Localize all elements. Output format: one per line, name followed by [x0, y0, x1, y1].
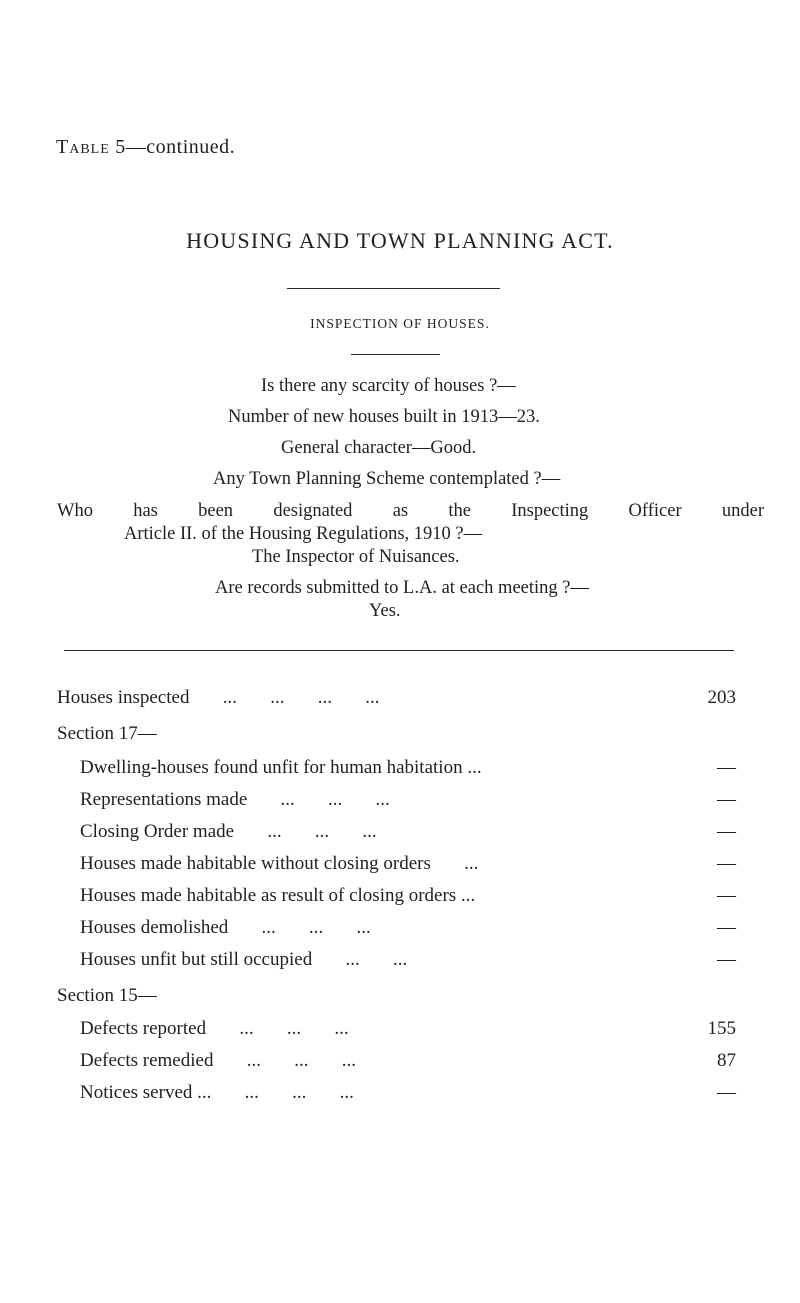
row-defects-reported-label: Defects reported ... ... ... [80, 1018, 349, 1039]
row-defects-remedied-value: 87 [717, 1050, 736, 1071]
table-caption-suffix: 5—continued. [109, 136, 236, 158]
row-notices-served-label: Notices served ... ... ... ... [80, 1082, 354, 1103]
section-17-heading: Section 17— [57, 723, 157, 744]
row-habitable-without-value: — [717, 853, 736, 874]
row-representations-value: — [717, 789, 736, 810]
row-representations-label: Representations made ... ... ... [80, 789, 390, 810]
answer-new-houses: Number of new houses built in 1913—23. [228, 407, 540, 427]
row-defects-reported-value: 155 [707, 1018, 736, 1039]
question-town-planning: Any Town Planning Scheme contemplated ?— [213, 469, 561, 489]
page-title: HOUSING AND TOWN PLANNING ACT. [186, 228, 614, 253]
row-demolished-label: Houses demolished ... ... ... [80, 917, 371, 938]
row-habitable-without-label: Houses made habitable without closing orders ... [80, 853, 479, 874]
answer-inspector: The Inspector of Nuisances. [252, 547, 460, 567]
section-divider [64, 650, 734, 651]
title-divider [287, 288, 500, 289]
row-demolished-value: — [717, 917, 736, 938]
subtitle-divider [351, 354, 440, 355]
row-habitable-result-value: — [717, 885, 736, 906]
question-records: Are records submitted to L.A. at each meeting ?— [215, 578, 589, 598]
row-dwelling-unfit-label: Dwelling-houses found unfit for human habitation ... [80, 757, 482, 778]
section-subtitle: INSPECTION OF HOUSES. [310, 316, 490, 331]
question-scarcity: Is there any scarcity of houses ?— [261, 376, 516, 396]
row-unfit-occupied-value: — [717, 949, 736, 970]
row-habitable-result-label: Houses made habitable as result of closing orders ... [80, 885, 476, 906]
question-inspecting-officer: Who has been designated as the Inspecting Officer under [57, 501, 764, 521]
table-word: Table [56, 136, 110, 158]
table-caption [56, 136, 235, 159]
row-unfit-occupied-label: Houses unfit but still occupied ... ... [80, 949, 408, 970]
row-defects-remedied-label: Defects remedied ... ... ... [80, 1050, 356, 1071]
row-closing-order-label: Closing Order made ... ... ... [80, 821, 377, 842]
answer-general-character: General character—Good. [281, 438, 477, 458]
houses-inspected-label: Houses inspected ... ... ... ... [57, 687, 380, 708]
section-15-heading: Section 15— [57, 985, 157, 1006]
row-notices-served-value: — [717, 1082, 736, 1103]
row-dwelling-unfit-value: — [717, 757, 736, 778]
question-article-ii: Article II. of the Housing Regulations, 1910 ?— [124, 524, 483, 544]
row-closing-order-value: — [717, 821, 736, 842]
houses-inspected-value: 203 [707, 687, 736, 708]
answer-records: Yes. [369, 601, 401, 621]
